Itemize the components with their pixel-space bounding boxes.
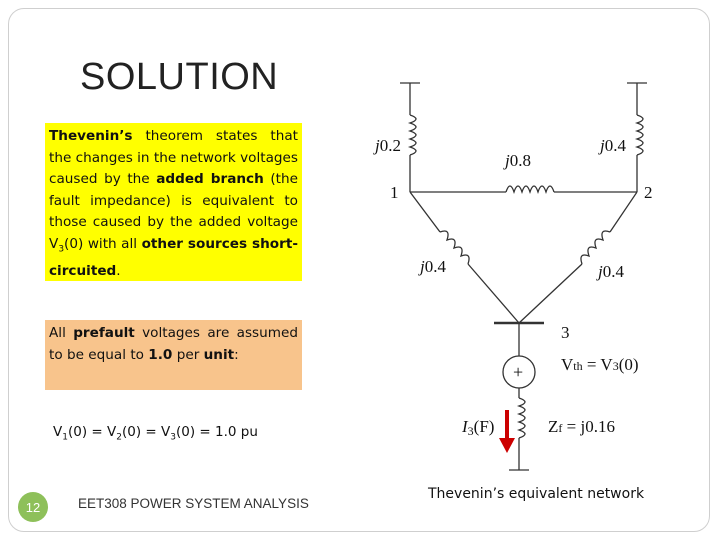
page-number-badge: 12	[18, 492, 48, 522]
term-prefault: prefault	[73, 325, 135, 341]
left-top-reactor	[410, 115, 416, 155]
term-one-point-zero: 1.0	[148, 346, 173, 363]
right-top-reactor	[637, 115, 643, 155]
label-z-right-diag: j0.4	[598, 262, 624, 281]
label-z-right-top: j0.4	[600, 136, 626, 155]
label-zf: Zf = j0.16	[548, 417, 615, 436]
middle-reactor	[506, 186, 554, 192]
label-z-middle: j0.8	[505, 151, 531, 170]
fault-reactor	[519, 398, 525, 438]
prefault-box: All prefault voltages are assumed to be equal to 1.0 per unit:	[45, 320, 302, 390]
right-diagonal-reactor	[581, 231, 610, 264]
thevenin-theorem-box: Thevenin’s theorem states that the changes in the network voltages caused by the added branch (the fault impedance) is equivalent to those caused by the added voltage $V_3(0)$ with all other sources short-circuited.	[45, 123, 302, 281]
label-z-left-top: j0.2	[375, 136, 401, 155]
prefault-voltage-equation: $V_1(0) = V_2(0) = V_3(0) = 1.0$ pu	[53, 424, 258, 443]
term-other-sources: other sources short-circuited	[49, 235, 298, 279]
term-added-branch: added branch	[156, 171, 264, 187]
label-z-left-diag: j0.4	[420, 257, 446, 276]
diagram-caption: Thevenin’s equivalent network	[428, 486, 645, 502]
fault-current-arrow	[499, 410, 515, 453]
slide-title: SOLUTION	[80, 56, 279, 98]
source-plus-sign: +	[513, 362, 524, 382]
label-vth: Vth = V3(0)	[561, 355, 639, 374]
label-node-3: 3	[561, 323, 570, 342]
label-node-1: 1	[390, 183, 399, 202]
term-thevenins: Thevenin’s	[49, 128, 133, 144]
course-footer: EET308 POWER SYSTEM ANALYSIS	[78, 496, 309, 511]
term-unit: unit	[203, 346, 235, 363]
label-fault-current: I3(F)	[462, 417, 495, 438]
label-node-2: 2	[644, 183, 653, 202]
